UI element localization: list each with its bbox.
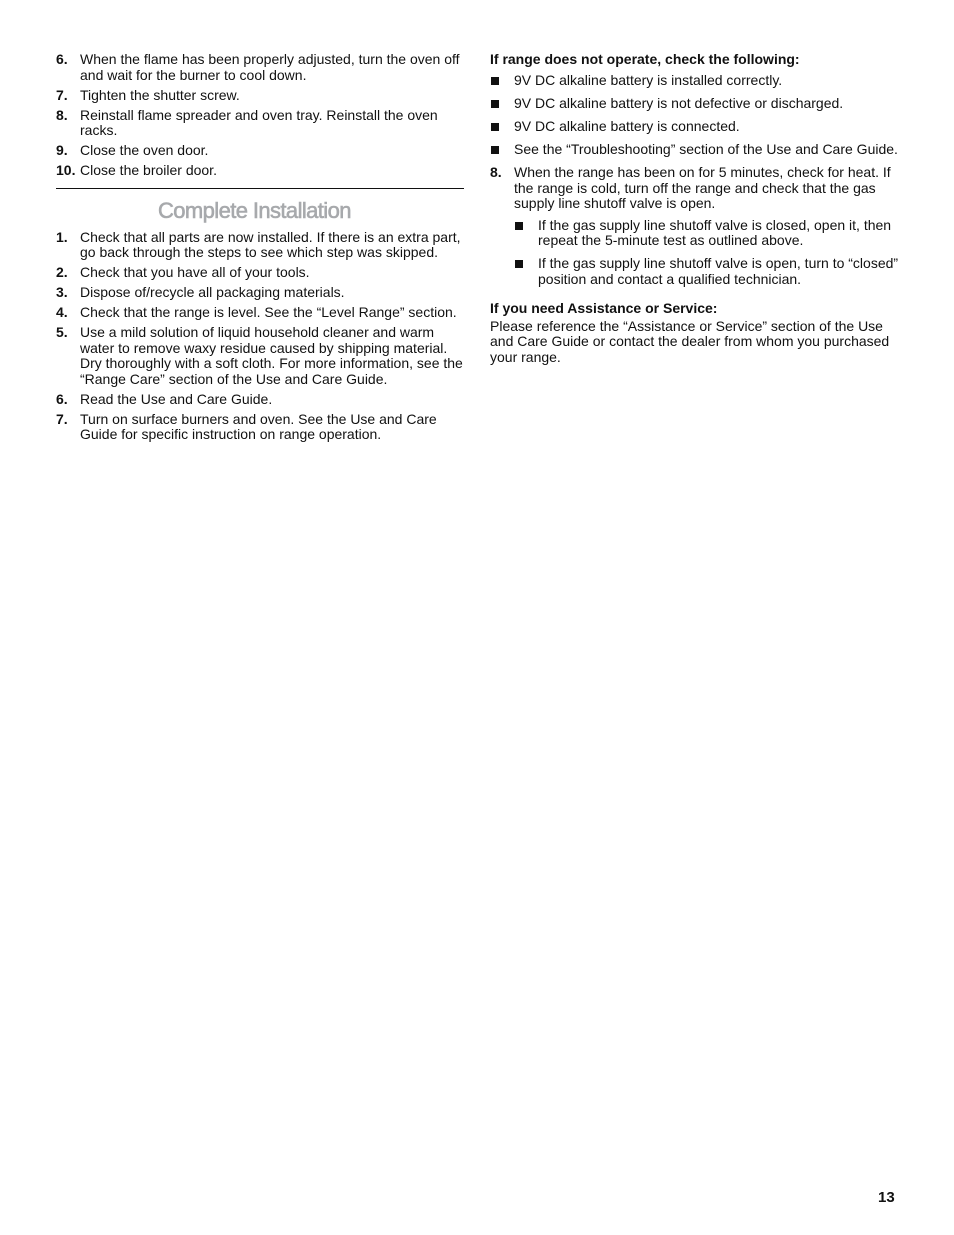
list-item (490, 119, 900, 135)
list-item (490, 142, 900, 158)
section-divider (56, 188, 464, 189)
right-column (490, 52, 900, 365)
list-item (490, 165, 900, 287)
step-text: When the range has been on for 5 minutes, check for heat. If the range is cold, turn off the range and check that the gas supply line shutoff valve is open. (514, 164, 891, 211)
step-text: Check that all parts are now installed. If there is an extra part, go back through the steps to see which step was skipped. (80, 228, 461, 260)
bullet-text: 9V DC alkaline battery is not defective or discharged. (514, 95, 844, 111)
list-item (56, 412, 464, 443)
list-item (56, 163, 464, 179)
step-text: Read the Use and Care Guide. (80, 390, 273, 407)
check-heading: If range does not operate, check the following: (490, 51, 800, 67)
step-number: 7. (56, 410, 68, 427)
list-item (56, 325, 464, 387)
section-title: Complete Installation (158, 197, 351, 223)
list-item (56, 392, 464, 408)
step-number: 7. (56, 86, 68, 103)
step-text: Close the broiler door. (80, 162, 217, 178)
bullet-text: If the gas supply line shutoff valve is open, turn to “closed” position and contact a qualified technician. (538, 255, 899, 287)
step-number: 5. (56, 324, 68, 340)
step-text: Reinstall flame spreader and oven tray. Reinstall the oven racks. (80, 106, 438, 138)
step-text: Turn on surface burners and oven. See the Use and Care Guide for specific instruction on range operation. (80, 410, 437, 442)
list-item (56, 143, 464, 159)
bullet-text: 9V DC alkaline battery is connected. (514, 118, 740, 134)
step-number: 10. (56, 162, 76, 178)
list-item (56, 52, 464, 83)
list-item (490, 73, 900, 89)
step-number: 8. (490, 164, 502, 180)
square-bullet-icon (491, 123, 499, 131)
square-bullet-icon (491, 100, 499, 108)
assistance-text: Please reference the “Assistance or Service” section of the Use and Care Guide or contact the dealer from whom you purchased your range. (490, 317, 890, 365)
step-text: Use a mild solution of liquid household cleaner and warm water to remove waxy residue caused by shipping material. Dry thoroughly with a soft cloth. For more information, see the “Range Care” section of the Use and Care Guide. (80, 324, 463, 387)
step-text: When the flame has been properly adjusted, turn the oven off and wait for the burner to cool down. (80, 51, 460, 83)
complete-installation-steps (56, 230, 464, 443)
page-number: 13 (878, 1189, 895, 1206)
list-item (514, 218, 900, 249)
step-number: 9. (56, 142, 68, 158)
step-number: 4. (56, 304, 68, 320)
square-bullet-icon (491, 77, 499, 85)
left-column (56, 52, 464, 447)
bullet-text: See the “Troubleshooting” section of the Use and Care Guide. (514, 141, 898, 157)
step-number: 6. (56, 390, 68, 407)
step-text: Check that the range is level. See the “Level Range” section. (80, 304, 457, 320)
step-number: 1. (56, 228, 68, 245)
step-text: Check that you have all of your tools. (80, 264, 310, 280)
oven-adjustment-steps (56, 52, 464, 179)
bullet-text: 9V DC alkaline battery is installed correctly. (514, 72, 783, 88)
battery-checklist (490, 73, 900, 158)
step-text: Dispose of/recycle all packaging materials. (80, 284, 345, 300)
list-item (56, 230, 464, 261)
assistance-heading: If you need Assistance or Service: (490, 300, 718, 316)
valve-sub-bullets (514, 218, 900, 288)
bullet-text: If the gas supply line shutoff valve is closed, open it, then repeat the 5-minute test as outlined above. (538, 216, 892, 248)
step-number: 3. (56, 284, 68, 300)
list-item (56, 108, 464, 139)
step-number: 6. (56, 51, 68, 67)
step-number: 8. (56, 106, 68, 123)
list-item (56, 265, 464, 281)
square-bullet-icon (515, 222, 523, 230)
step-number: 2. (56, 264, 68, 280)
step-text: Tighten the shutter screw. (80, 86, 240, 103)
list-item (490, 96, 900, 112)
list-item (56, 88, 464, 104)
step-text: Close the oven door. (80, 142, 209, 158)
square-bullet-icon (491, 146, 499, 154)
heat-check-step (490, 165, 900, 287)
list-item (514, 256, 900, 287)
square-bullet-icon (515, 260, 523, 268)
list-item (56, 305, 464, 321)
list-item (56, 285, 464, 301)
